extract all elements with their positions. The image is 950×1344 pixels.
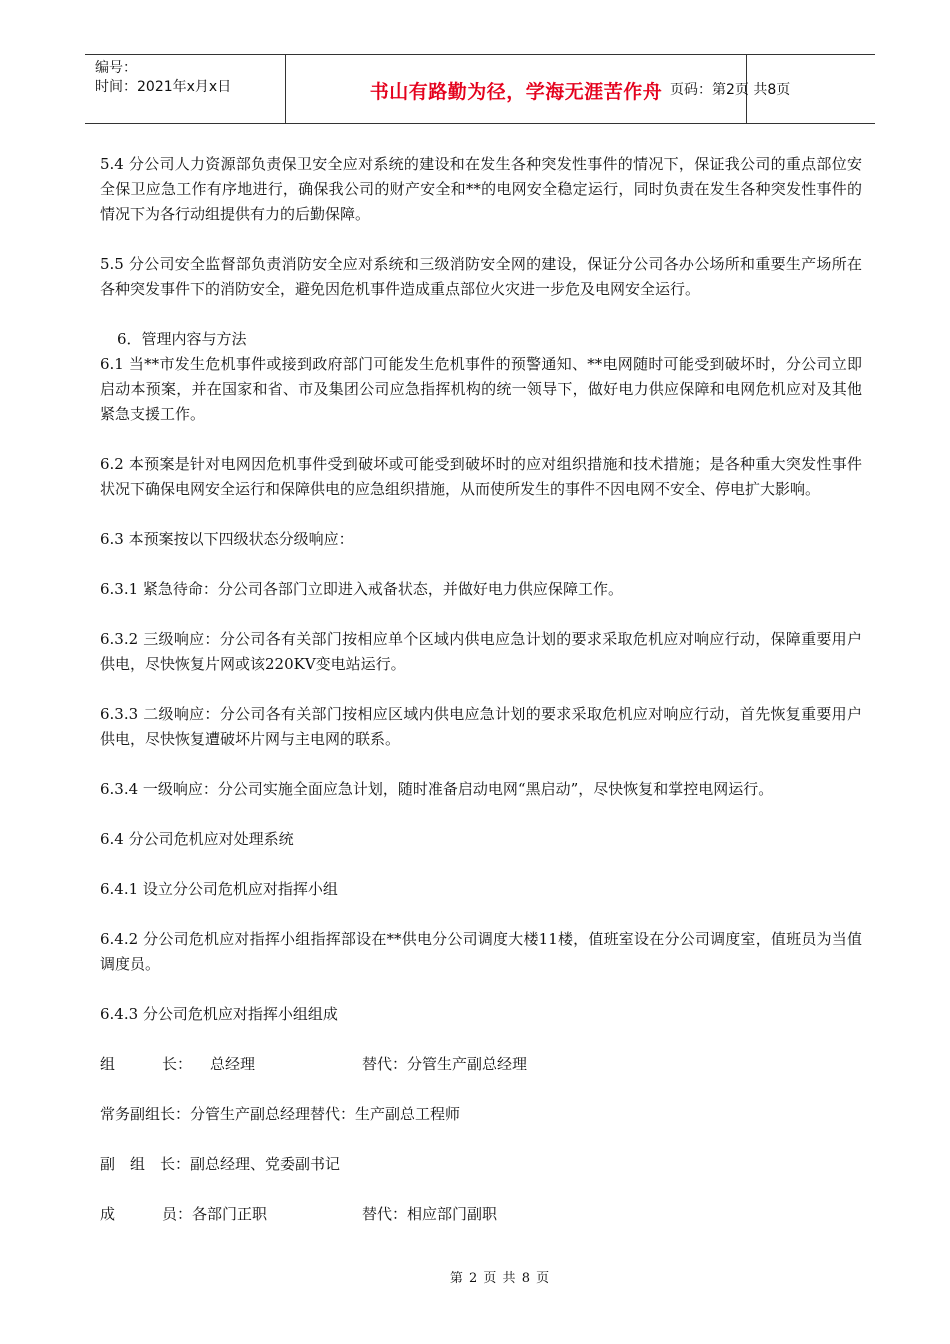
section-heading-6: 6．管理内容与方法: [117, 330, 247, 348]
paragraph-5-5: 5.5 分公司安全监督部负责消防安全应对系统和三级消防安全网的建设，保证分公司各办公场所和重要生产场所在各种突发事件下的消防安全，避免因危机事件造成重点部位火灾进一步危及电网安全运行。: [100, 255, 862, 298]
paragraph-6-1: 6.1 当**市发生危机事件或接到政府部门可能发生危机事件的预警通知、**电网随时可能受到破坏时，分公司立即启动本预案，并在国家和省、市及集团公司应急指挥机构的统一领导下，做好电力供应保障和电网危机应对及其他紧急支援工作。: [100, 355, 862, 423]
paragraph-6-3: 6.3 本预案按以下四级状态分级响应：: [100, 530, 354, 548]
paragraph-6-3-2: 6.3.2 三级响应：分公司各有关部门按相应单个区域内供电应急计划的要求采取危机应对响应行动，保障重要用户供电，尽快恢复片网或该220KV变电站运行。: [100, 630, 862, 673]
paragraph-6-3-4: 6.3.4 一级响应：分公司实施全面应急计划，随时准备启动电网“黑启动”，尽快恢复和掌控电网运行。: [100, 780, 774, 798]
leader-role-char: 组: [100, 1055, 116, 1073]
paragraph-6-3-3: 6.3.3 二级响应：分公司各有关部门按相应区域内供电应急计划的要求采取危机应对响应行动，首先恢复重要用户供电，尽快恢复遭破坏片网与主电网的联系。: [100, 705, 862, 748]
member-role-char: 成: [100, 1205, 116, 1223]
page-footer: 第 2 页 共 8 页: [449, 1271, 551, 1286]
roster-row-executive-deputy: [100, 1102, 862, 1127]
roster-row-members: [100, 1202, 862, 1227]
paragraph-6-4-2: 6.4.2 分公司危机应对指挥小组指挥部设在**供电分公司调度大楼11楼，值班室设在分公司调度室，值班员为当值调度员。: [100, 930, 862, 973]
paragraph-6-3-1: 6.3.1 紧急待命：分公司各部门立即进入戒备状态，并做好电力供应保障工作。: [100, 580, 623, 598]
header-meta: [95, 59, 231, 97]
paragraph-6-4: 6.4 分公司危机应对处理系统: [100, 830, 294, 848]
deputy-leaders: 副 组 长：副总经理、党委副书记: [100, 1155, 341, 1173]
motto: 书山有路勤为径，学海无涯苦作舟: [369, 81, 663, 103]
paragraph-6-4-1: 6.4.1 设立分公司危机应对指挥小组: [100, 880, 338, 898]
member-role-label: 员：各部门正职: [162, 1205, 268, 1223]
executive-deputy: 常务副组长：分管生产副总经理替代：生产副总工程师: [100, 1105, 461, 1123]
document-body: [100, 152, 862, 1252]
paragraph-5-4: 5.4 分公司人力资源部负责保卫安全应对系统的建设和在发生各种突发性事件的情况下，保证我公司的重点部位安全保卫应急工作有序地进行，确保我公司的财产安全和**的电网安全稳定运行，同时负责在发生各种突发性事件的情况下为各行动组提供有力的后勤保障。: [100, 155, 862, 223]
header-page-number: 页码：第2页 共8页: [670, 82, 791, 98]
roster-row-leader: [100, 1052, 862, 1077]
document-number-label: 编号：: [95, 60, 137, 76]
page-header: [85, 54, 875, 124]
leader-name: 总经理: [210, 1055, 256, 1073]
member-substitute: 替代：相应部门副职: [362, 1205, 498, 1223]
command-group-roster: [100, 1052, 862, 1227]
document-date: 时间：2021年x月x日: [95, 79, 232, 95]
roster-row-deputy: [100, 1152, 862, 1177]
paragraph-6-4-3: 6.4.3 分公司危机应对指挥小组组成: [100, 1005, 338, 1023]
leader-substitute: 替代：分管生产副总经理: [362, 1055, 528, 1073]
paragraph-6-2: 6.2 本预案是针对电网因危机事件受到破坏或可能受到破坏时的应对组织措施和技术措施；是各种重大突发性事件状况下确保电网安全运行和保障供电的应急组织措施，从而使所发生的事件不因电网不安全、停电扩大影响。: [100, 455, 862, 498]
leader-role-label: 长：: [162, 1055, 193, 1073]
